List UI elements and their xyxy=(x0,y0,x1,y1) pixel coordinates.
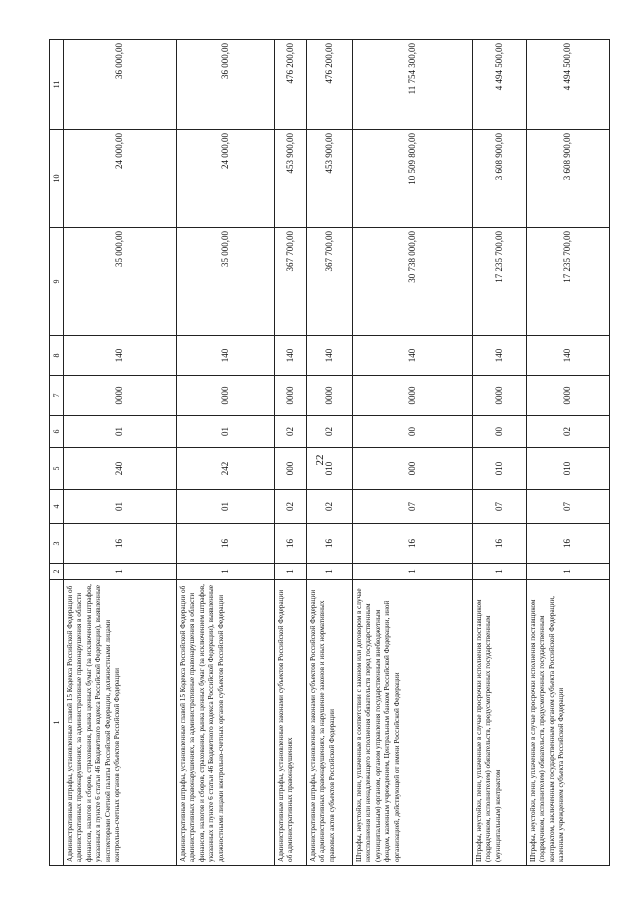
cell-c6: 01 xyxy=(177,416,275,448)
cell-c10: 24 000,00 xyxy=(177,130,275,228)
cell-c3: 16 xyxy=(527,524,610,564)
cell-c8: 140 xyxy=(473,336,527,376)
table-row xyxy=(473,40,527,866)
cell-c11: 4 494 500,00 xyxy=(473,40,527,130)
cell-c7: 0000 xyxy=(64,376,177,416)
cell-c6: 01 xyxy=(64,416,177,448)
cell-c3: 16 xyxy=(64,524,177,564)
table-row xyxy=(307,40,353,866)
row-description: Административные штрафы, установленные законами субъектов Российской Федерации об административных правонарушениях xyxy=(275,580,307,866)
cell-c5: 000 xyxy=(353,448,473,490)
cell-c2: 1 xyxy=(473,564,527,580)
col-header-7: 7 xyxy=(50,376,64,416)
col-header-3: 3 xyxy=(50,524,64,564)
cell-c10: 3 608 900,00 xyxy=(527,130,610,228)
cell-c5: 000 xyxy=(275,448,307,490)
cell-c7: 0000 xyxy=(275,376,307,416)
cell-c9: 17 235 700,00 xyxy=(473,228,527,336)
cell-c3: 16 xyxy=(473,524,527,564)
col-header-5: 5 xyxy=(50,448,64,490)
cell-c11: 36 000,00 xyxy=(64,40,177,130)
col-header-11: 11 xyxy=(50,40,64,130)
cell-c5: 010 xyxy=(527,448,610,490)
col-header-2: 2 xyxy=(50,564,64,580)
cell-c8: 140 xyxy=(64,336,177,376)
cell-c8: 140 xyxy=(307,336,353,376)
cell-c4: 01 xyxy=(64,490,177,524)
cell-c7: 0000 xyxy=(353,376,473,416)
cell-c4: 07 xyxy=(473,490,527,524)
cell-c7: 0000 xyxy=(473,376,527,416)
cell-c8: 140 xyxy=(177,336,275,376)
table-row xyxy=(177,40,275,866)
cell-c4: 02 xyxy=(275,490,307,524)
row-description: Штрафы, неустойки, пени, уплаченные в соответствии с законом или договором в случае неисполнения или ненадлежащего исполнения обязательств перед государственным (муниципальным) органом, органом управления государственным внебюджетным фондом, казенным учреждением, Центральным банком Российской Федерации, иной организацией, действующей от имени Российской Федерации xyxy=(353,580,473,866)
column-number-row xyxy=(50,40,64,866)
cell-c9: 367 700,00 xyxy=(275,228,307,336)
col-header-10: 10 xyxy=(50,130,64,228)
cell-c11: 476 200,00 xyxy=(275,40,307,130)
cell-c7: 0000 xyxy=(527,376,610,416)
revenue-table xyxy=(49,39,610,866)
cell-c9: 30 738 000,00 xyxy=(353,228,473,336)
cell-c6: 02 xyxy=(527,416,610,448)
row-description: Административные штрафы, установленные законами субъектов Российской Федерации об административных правонарушениях, за нарушение законов и иных нормативных правовых актов субъектов Российской Федерации xyxy=(307,580,353,866)
cell-c9: 35 000,00 xyxy=(64,228,177,336)
cell-c10: 3 608 900,00 xyxy=(473,130,527,228)
cell-c3: 16 xyxy=(177,524,275,564)
cell-c5: 240 xyxy=(64,448,177,490)
cell-c11: 476 200,00 xyxy=(307,40,353,130)
col-header-8: 8 xyxy=(50,336,64,376)
cell-c4: 07 xyxy=(527,490,610,524)
cell-c6: 02 xyxy=(307,416,353,448)
cell-c7: 0000 xyxy=(177,376,275,416)
cell-c2: 1 xyxy=(353,564,473,580)
cell-c4: 02 xyxy=(307,490,353,524)
row-description: Штрафы, неустойки, пени, уплаченные в случае просрочки исполнения поставщиком (подрядчиком, исполнителем) обязательств, предусмотренных государственным контрактом, заключенным государственным органом субъекта Российской Федерации, казенным учреждением субъекта Российской Федерации xyxy=(527,580,610,866)
cell-c10: 453 900,00 xyxy=(307,130,353,228)
cell-c11: 36 000,00 xyxy=(177,40,275,130)
cell-c3: 16 xyxy=(353,524,473,564)
cell-c8: 140 xyxy=(527,336,610,376)
cell-c3: 16 xyxy=(275,524,307,564)
page-number: 22 xyxy=(314,454,326,466)
cell-c4: 01 xyxy=(177,490,275,524)
cell-c9: 35 000,00 xyxy=(177,228,275,336)
table-body xyxy=(50,40,610,866)
cell-c2: 1 xyxy=(177,564,275,580)
cell-c11: 11 754 300,00 xyxy=(353,40,473,130)
cell-c5: 010 xyxy=(307,448,353,490)
rotated-table-wrapper xyxy=(49,40,608,866)
cell-c2: 1 xyxy=(307,564,353,580)
table-row xyxy=(64,40,177,866)
row-description: Административные штрафы, установленные главой 15 Кодекса Российской Федерации об административных правонарушениях, за административные правонарушения в области финансов, налогов и сборов, страхования, рынка ценных бумаг (за исключением штрафов, указанных в пункте 6 статьи 46 Бюджетного кодекса Российской Федерации), выявленные должностными лицами контрольно-счетных органов субъектов Российской Федерации xyxy=(177,580,275,866)
cell-c11: 4 494 500,00 xyxy=(527,40,610,130)
cell-c10: 24 000,00 xyxy=(64,130,177,228)
cell-c6: 00 xyxy=(473,416,527,448)
row-description: Административные штрафы, установленные главой 15 Кодекса Российской Федерации об административных правонарушениях, за административные правонарушения в области финансов, налогов и сборов, страхования, рынка ценных бумаг (за исключением штрафов, указанных в пункте 6 статьи 46 Бюджетного кодекса Российской Федерации), выявленные инспекторами Счетной палаты Российской Федерации, должностными лицами контрольно-счетных органов субъектов Российской Федерации xyxy=(64,580,177,866)
col-header-1: 1 xyxy=(50,580,64,866)
table-row xyxy=(527,40,610,866)
col-header-6: 6 xyxy=(50,416,64,448)
cell-c6: 00 xyxy=(353,416,473,448)
col-header-4: 4 xyxy=(50,490,64,524)
cell-c3: 16 xyxy=(307,524,353,564)
cell-c8: 140 xyxy=(353,336,473,376)
table-row xyxy=(353,40,473,866)
cell-c7: 0000 xyxy=(307,376,353,416)
cell-c9: 17 235 700,00 xyxy=(527,228,610,336)
cell-c4: 07 xyxy=(353,490,473,524)
cell-c9: 367 700,00 xyxy=(307,228,353,336)
row-description: Штрафы, неустойки, пени, уплаченные в случае просрочки исполнения поставщиком (подрядчиком, исполнителем) обязательств, предусмотренных государственным (муниципальным) контрактом xyxy=(473,580,527,866)
cell-c2: 1 xyxy=(275,564,307,580)
cell-c5: 242 xyxy=(177,448,275,490)
table-row xyxy=(275,40,307,866)
cell-c6: 02 xyxy=(275,416,307,448)
cell-c5: 010 xyxy=(473,448,527,490)
col-header-9: 9 xyxy=(50,228,64,336)
cell-c8: 140 xyxy=(275,336,307,376)
cell-c2: 1 xyxy=(527,564,610,580)
cell-c10: 453 900,00 xyxy=(275,130,307,228)
cell-c10: 10 509 800,00 xyxy=(353,130,473,228)
cell-c2: 1 xyxy=(64,564,177,580)
